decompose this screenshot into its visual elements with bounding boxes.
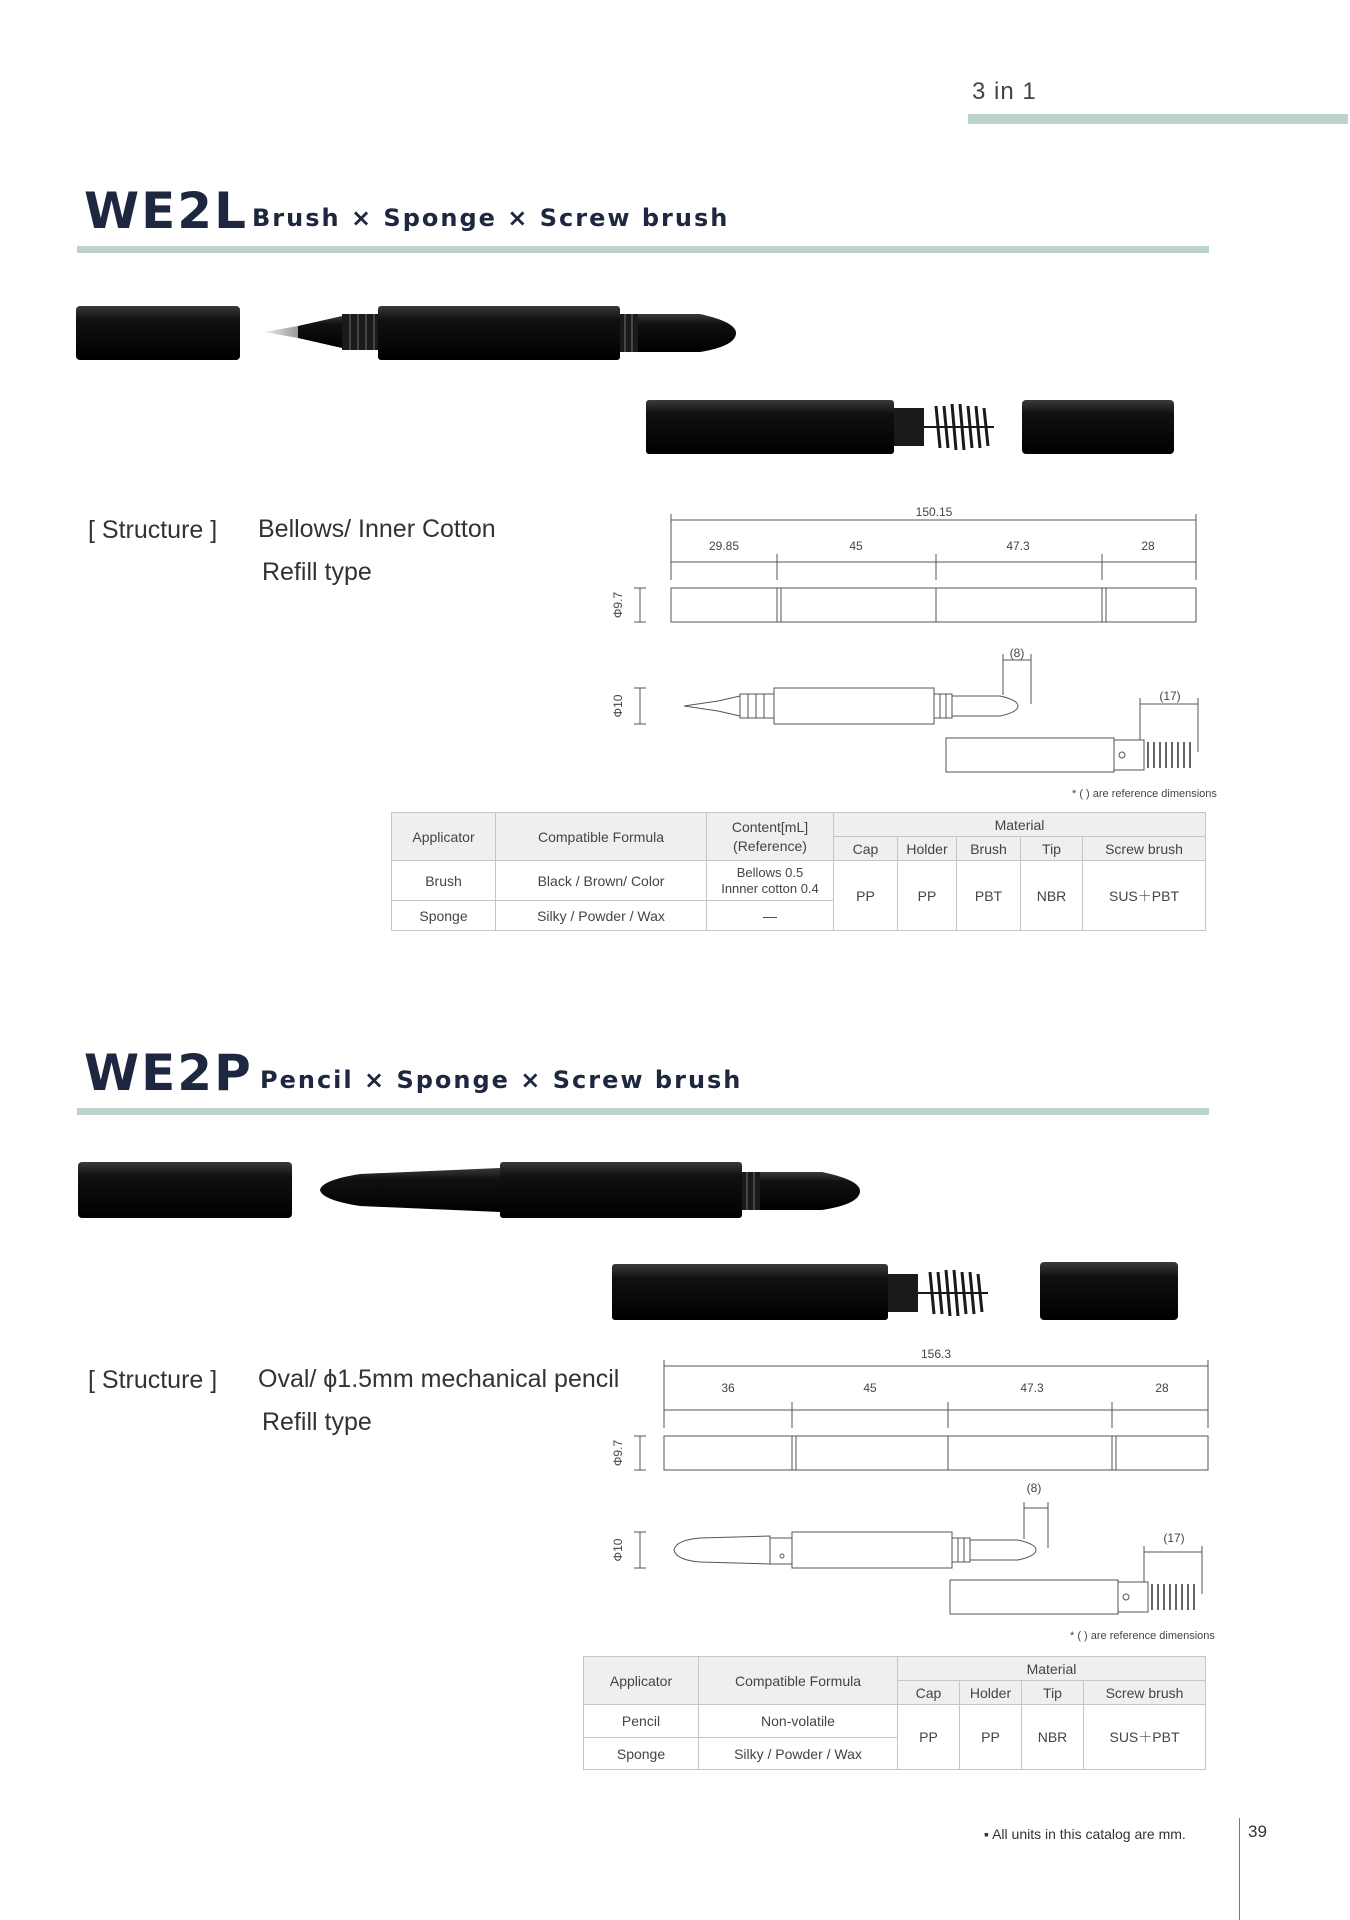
screw-brush-image	[918, 1270, 988, 1316]
cell-holder: PP	[898, 861, 957, 931]
holder2-image	[612, 1264, 888, 1320]
header-content	[707, 813, 834, 861]
header-content-line: Content[mL]	[731, 818, 809, 835]
dimension-drawing-we2l	[600, 490, 1220, 800]
dim-dia1: Φ9.7	[611, 591, 625, 619]
table-row	[584, 1705, 1206, 1738]
section-bar	[968, 114, 1348, 124]
dim-seg1: 29.85	[708, 539, 740, 553]
cell-content-line: Innner cotton 0.4	[721, 880, 819, 896]
header-screw: Screw brush	[1083, 837, 1206, 861]
reference-note-we2p: * ( ) are reference dimensions	[1070, 1630, 1215, 1642]
structure-text-we2p	[258, 1358, 619, 1444]
holder-image	[500, 1162, 742, 1218]
header-applicator: Applicator	[392, 813, 496, 861]
structure-line: Refill type	[262, 558, 372, 586]
dim-seg2: 45	[849, 539, 863, 553]
header-holder: Holder	[960, 1681, 1022, 1705]
cell-applicator: Pencil	[584, 1705, 699, 1738]
header-holder: Holder	[898, 837, 957, 861]
sponge-tip-image	[638, 314, 736, 352]
structure-text-we2l	[258, 508, 496, 594]
model-title-we2p: WE2P	[84, 1044, 253, 1102]
structure-line: Oval/ ϕ1.5mm mechanical pencil	[258, 1365, 620, 1393]
header-content-line: (Reference)	[733, 837, 807, 854]
dim-total: 150.15	[915, 505, 953, 519]
pencil-tip-image	[320, 1168, 500, 1212]
dim-ref1: (8)	[1026, 1481, 1042, 1495]
title-rule-we2p	[77, 1108, 1209, 1115]
footer-divider	[1239, 1818, 1240, 1920]
header-applicator: Applicator	[584, 1657, 699, 1705]
dimension-drawing-we2p	[600, 1336, 1220, 1646]
cell-tip: NBR	[1022, 1705, 1084, 1770]
header-material: Material	[834, 813, 1206, 837]
cell-formula: Silky / Powder / Wax	[496, 901, 707, 931]
cell-tip: NBR	[1021, 861, 1083, 931]
structure-label-we2l: [ Structure ]	[88, 516, 218, 544]
header-material: Material	[898, 1657, 1206, 1681]
holder2-image	[646, 400, 894, 454]
structure-label-we2p: [ Structure ]	[88, 1366, 218, 1394]
spec-table-we2p	[583, 1656, 1206, 1770]
header-tip: Tip	[1021, 837, 1083, 861]
cell-applicator: Sponge	[392, 901, 496, 931]
structure-line: Refill type	[262, 1408, 372, 1436]
model-title-we2l: WE2L	[84, 182, 248, 240]
header-formula: Compatible Formula	[496, 813, 707, 861]
section-tag: 3 in 1	[972, 78, 1037, 105]
structure-line: Bellows/ Inner Cotton	[258, 515, 496, 543]
cell-screw: SUS＋PBT	[1083, 861, 1206, 931]
dim-seg4: 28	[1141, 539, 1155, 553]
cell-content	[707, 861, 834, 901]
cap2-image	[1022, 400, 1174, 454]
dim-seg4: 28	[1155, 1381, 1169, 1395]
title-rule-we2l	[77, 246, 1209, 253]
header-brush: Brush	[957, 837, 1021, 861]
dim-dia1: Φ9.7	[611, 1439, 625, 1467]
cell-screw: SUS＋PBT	[1084, 1705, 1206, 1770]
cell-content: —	[707, 901, 834, 931]
header-cap: Cap	[898, 1681, 960, 1705]
dim-dia2: Φ10	[611, 1538, 625, 1562]
cell-formula: Non-volatile	[699, 1705, 898, 1738]
sponge-tip-image	[760, 1172, 860, 1210]
cell-holder: PP	[960, 1705, 1022, 1770]
spec-table-we2l	[391, 812, 1206, 931]
header-tip: Tip	[1022, 1681, 1084, 1705]
screw-brush-image	[924, 404, 994, 450]
product-photo-we2p	[60, 1150, 1220, 1330]
dim-total: 156.3	[920, 1347, 952, 1361]
cap-image	[76, 306, 240, 360]
dim-seg1: 36	[721, 1381, 735, 1395]
cell-content-line: Bellows 0.5	[736, 864, 804, 880]
cell-applicator: Sponge	[584, 1738, 699, 1770]
brush-tip-image	[264, 326, 298, 338]
holder-image	[378, 306, 620, 360]
cell-brush: PBT	[957, 861, 1021, 931]
cap2-image	[1040, 1262, 1178, 1320]
cap-image	[78, 1162, 292, 1218]
model-subtitle-we2p: Pencil × Sponge × Screw brush	[260, 1066, 743, 1094]
dim-seg3: 47.3	[1020, 1381, 1044, 1395]
dim-ref2: (17)	[1163, 1531, 1185, 1545]
dim-dia2: Φ10	[611, 694, 625, 718]
cell-cap: PP	[898, 1705, 960, 1770]
dim-ref1: (8)	[1009, 646, 1025, 660]
cell-applicator: Brush	[392, 861, 496, 901]
cell-formula: Silky / Powder / Wax	[699, 1738, 898, 1770]
dim-seg3: 47.3	[1006, 539, 1030, 553]
dim-ref2: (17)	[1159, 689, 1181, 703]
cell-cap: PP	[834, 861, 898, 931]
dim-seg2: 45	[863, 1381, 877, 1395]
product-photo-we2l	[60, 290, 1220, 470]
header-screw: Screw brush	[1084, 1681, 1206, 1705]
header-formula: Compatible Formula	[699, 1657, 898, 1705]
reference-note-we2l: * ( ) are reference dimensions	[1072, 788, 1217, 800]
page-number: 39	[1248, 1822, 1267, 1841]
header-cap: Cap	[834, 837, 898, 861]
model-subtitle-we2l: Brush × Sponge × Screw brush	[252, 204, 730, 232]
table-row	[392, 861, 1206, 901]
units-note: ▪ All units in this catalog are mm.	[984, 1826, 1186, 1842]
cell-formula: Black / Brown/ Color	[496, 861, 707, 901]
